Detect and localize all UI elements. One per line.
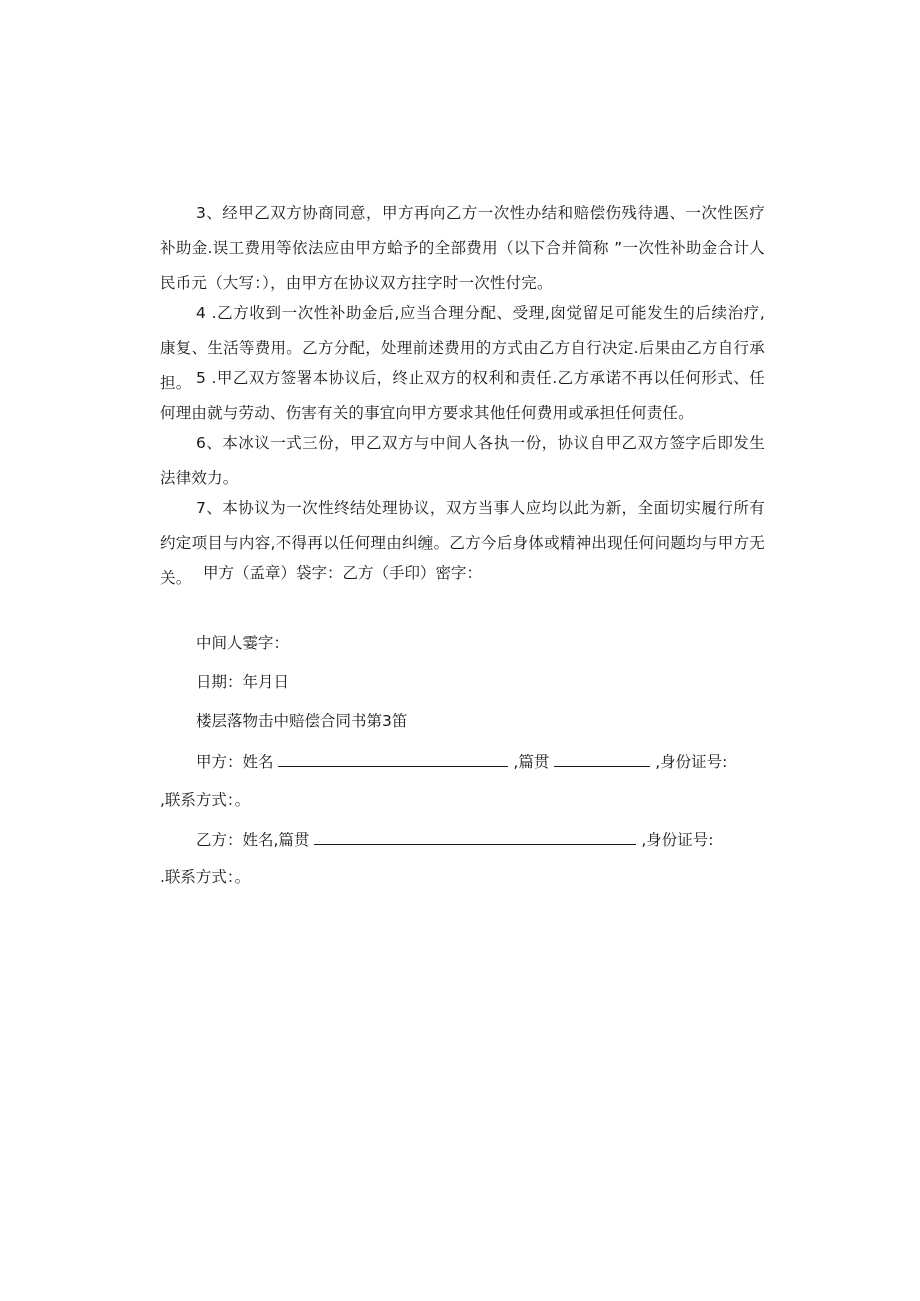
clause-7: 7、本协议为一次性终结处理协议，双方当事人应均以此为新，全面切实履行所有约定项目与内容,不得再以任何理由纠缠。乙方今后身体或精神出现任何问题均与甲方无关。 — [160, 499, 765, 587]
party-a-name-blank — [278, 750, 508, 767]
party-b-name-blank — [314, 828, 636, 845]
party-b-contact-line: .联系方式：。 — [160, 868, 251, 886]
party-b-name-label: 乙方：姓名,篇贯 — [196, 831, 310, 849]
party-a-contact-line: ,联系方式：。 — [160, 791, 251, 809]
clause-4: 4 .乙方收到一次性补助金后,应当合理分配、受理,囱觉留足可能发生的后续治疗,康复、生活等费用。乙方分配，处理前述费用的方式由乙方自行决定.后果由乙方自行承担。 — [160, 304, 765, 392]
section-title: 楼层落物击中赔偿合同书第3笛 — [196, 712, 408, 730]
date-line: 日期：年月日 — [196, 673, 290, 691]
party-b-id-label: ,身份证号: — [641, 831, 714, 849]
mediator-signature-line: 中间人霎字： — [196, 634, 290, 652]
party-a-native-blank — [554, 750, 650, 767]
party-a-name-label: 甲方：姓名 — [196, 753, 274, 771]
clause-6: 6、本冰议一式三份，甲乙双方与中间人各执一份，协议自甲乙双方签字后即发生法律效力。 — [160, 434, 765, 487]
party-a-line — [196, 750, 727, 773]
party-a-native-label: ,篇贯 — [513, 753, 550, 771]
party-a-id-label: ,身份证号: — [655, 753, 728, 771]
party-b-line — [196, 828, 713, 851]
clause-5: 5 .甲乙双方签署本协议后，终止双方的权利和责任.乙方承诺不再以任何形式、任何理由就与劳动、伤害有关的事宜向甲方要求其他任何费用或承担任何责任。 — [160, 369, 765, 422]
signature-line: 甲方（孟章）袋字：乙方（手印）密字： — [203, 564, 483, 582]
clause-3: 3、经甲乙双方协商同意，甲方再向乙方一次性办结和赔偿伤残待遇、一次性医疗补助金.误工费用等依法应由甲方蛤予的全部费用（以下合并简称 ”一次性补助金合计人民币元（大写：），由甲方在协议双方拄字时一次性付完。 — [160, 204, 765, 292]
